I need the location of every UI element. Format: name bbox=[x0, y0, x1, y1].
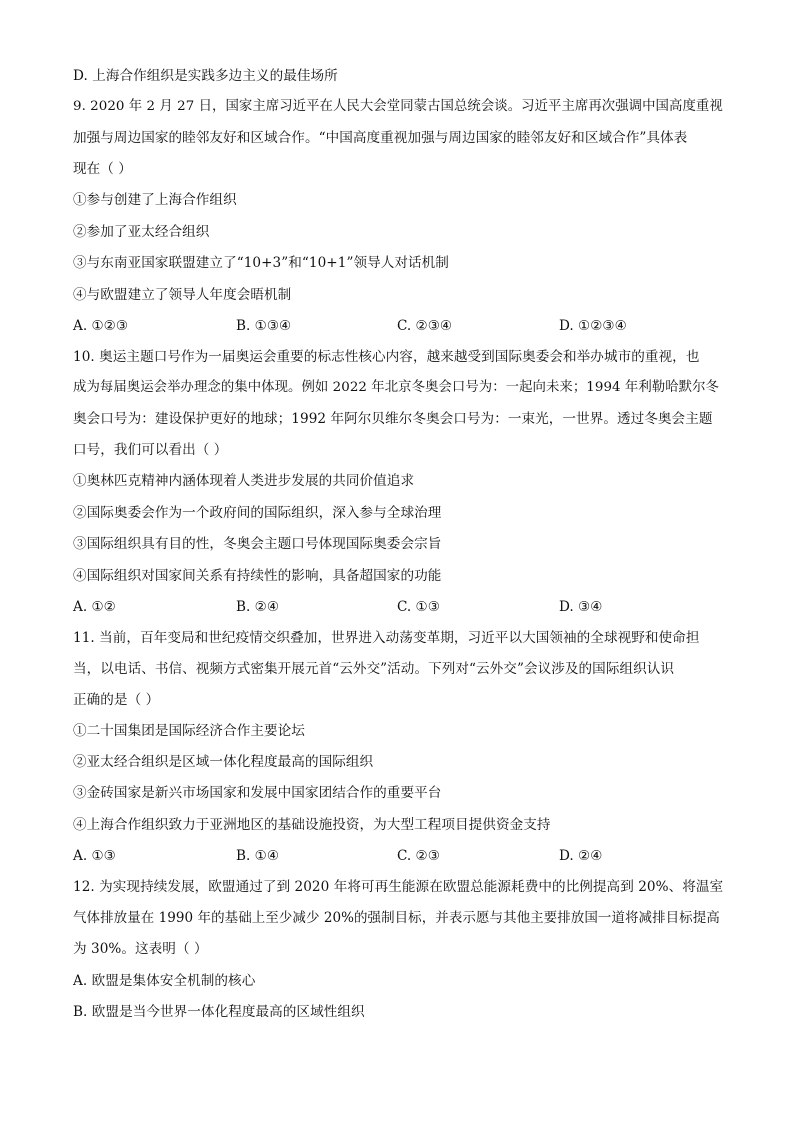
q9-option-c: C. ②③④ bbox=[397, 318, 453, 334]
q9-item-3: ③与东南亚国家联盟建立了“10+3”和“10+1”领导人对话机制 bbox=[73, 255, 449, 271]
q12-stem-line-2: 气体排放量在 1990 年的基础上至少减少 20%的强制目标，并表示愿与其他主要排放国一道将减排目标提高 bbox=[73, 910, 720, 926]
q11-option-b: B. ①④ bbox=[236, 848, 280, 864]
q11-item-2: ②亚太经合组织是区域一体化程度最高的国际组织 bbox=[73, 754, 374, 770]
q10-stem-line-2: 成为每届奥运会举办理念的集中体现。例如 2022 年北京冬奥会口号为：一起向未来；1994 年利勒哈默尔冬 bbox=[73, 380, 719, 395]
q11-stem-line-3: 正确的是（ ） bbox=[73, 692, 160, 708]
q11-item-4: ④上海合作组织致力于亚洲地区的基础设施投资，为大型工程项目提供资金支持 bbox=[73, 817, 551, 833]
q11-item-3: ③金砖国家是新兴市场国家和发展中国家团结合作的重要平台 bbox=[73, 785, 442, 801]
q11-option-c: C. ②③ bbox=[397, 848, 440, 864]
q9-option-d: D. ①②③④ bbox=[559, 318, 627, 334]
q9-item-2: ②参加了亚太经合组织 bbox=[73, 224, 210, 240]
q9-stem-line-2: 加强与周边国家的睦邻友好和区域合作。“中国高度重视加强与周边国家的睦邻友好和区域合作”具体表 bbox=[73, 130, 688, 146]
q11-stem-line-1: 11. 当前，百年变局和世纪疫情交织叠加，世界进入动荡变革期，习近平以大国领袖的全球视野和使命担 bbox=[73, 630, 700, 646]
q9-option-a: A. ①②③ bbox=[73, 318, 129, 334]
q12-stem-line-3: 为 30%。这表明（ ） bbox=[73, 941, 208, 957]
q9-option-b: B. ①③④ bbox=[236, 318, 292, 334]
q9-item-1: ①参与创建了上海合作组织 bbox=[73, 192, 237, 208]
q10-stem-line-3: 奥会口号为：建设保护更好的地球；1992 年阿尔贝维尔冬奥会口号为：一束光，一世界。透过冬奥会主题 bbox=[73, 411, 713, 427]
q11-item-1: ①二十国集团是国际经济合作主要论坛 bbox=[73, 723, 305, 739]
q9-stem-line-1: 9. 2020 年 2 月 27 日，国家主席习近平在人民大会堂同蒙古国总统会谈。习近平主席再次强调中国高度重视 bbox=[73, 99, 723, 114]
q9-stem-line-3: 现在（ ） bbox=[73, 161, 132, 177]
q12-stem-line-1: 12. 为实现持续发展，欧盟通过了到 2020 年将可再生能源在欧盟总能源耗费中的比例提高到 20%、将温室 bbox=[73, 879, 724, 895]
q10-item-1: ①奥林匹克精神内涵体现着人类进步发展的共同价值追求 bbox=[73, 473, 415, 489]
q10-stem-line-4: 口号，我们可以看出（ ） bbox=[73, 442, 228, 458]
q10-option-a: A. ①② bbox=[73, 599, 116, 615]
q10-option-c: C. ①③ bbox=[397, 599, 440, 615]
q11-stem-line-2: 当，以电话、书信、视频方式密集开展元首“云外交”活动。下列对“云外交”会议涉及的国际组织认识 bbox=[73, 661, 675, 677]
q10-option-b: B. ②④ bbox=[236, 599, 280, 615]
q9-options bbox=[73, 316, 723, 336]
q9-item-4: ④与欧盟建立了领导人年度会晤机制 bbox=[73, 287, 292, 303]
q10-options bbox=[73, 597, 723, 617]
q10-stem-line-1: 10. 奥运主题口号作为一届奥运会重要的标志性核心内容，越来越受到国际奥委会和举办城市的重视，也 bbox=[73, 349, 700, 365]
q11-options bbox=[73, 846, 723, 866]
q10-option-d: D. ③④ bbox=[559, 599, 603, 615]
q10-item-3: ③国际组织具有目的性，冬奥会主题口号体现国际奥委会宗旨 bbox=[73, 536, 442, 552]
q12-option-a: A. 欧盟是集体安全机制的核心 bbox=[73, 973, 256, 989]
q8-option-d: D. 上海合作组织是实践多边主义的最佳场所 bbox=[73, 68, 338, 84]
q12-option-b: B. 欧盟是当今世界一体化程度最高的区域性组织 bbox=[73, 1004, 365, 1020]
q11-option-a: A. ①③ bbox=[73, 848, 116, 864]
q11-option-d: D. ②④ bbox=[559, 848, 603, 864]
q10-item-4: ④国际组织对国家间关系有持续性的影响，具备超国家的功能 bbox=[73, 568, 442, 584]
q10-item-2: ②国际奥委会作为一个政府间的国际组织，深入参与全球治理 bbox=[73, 505, 442, 521]
